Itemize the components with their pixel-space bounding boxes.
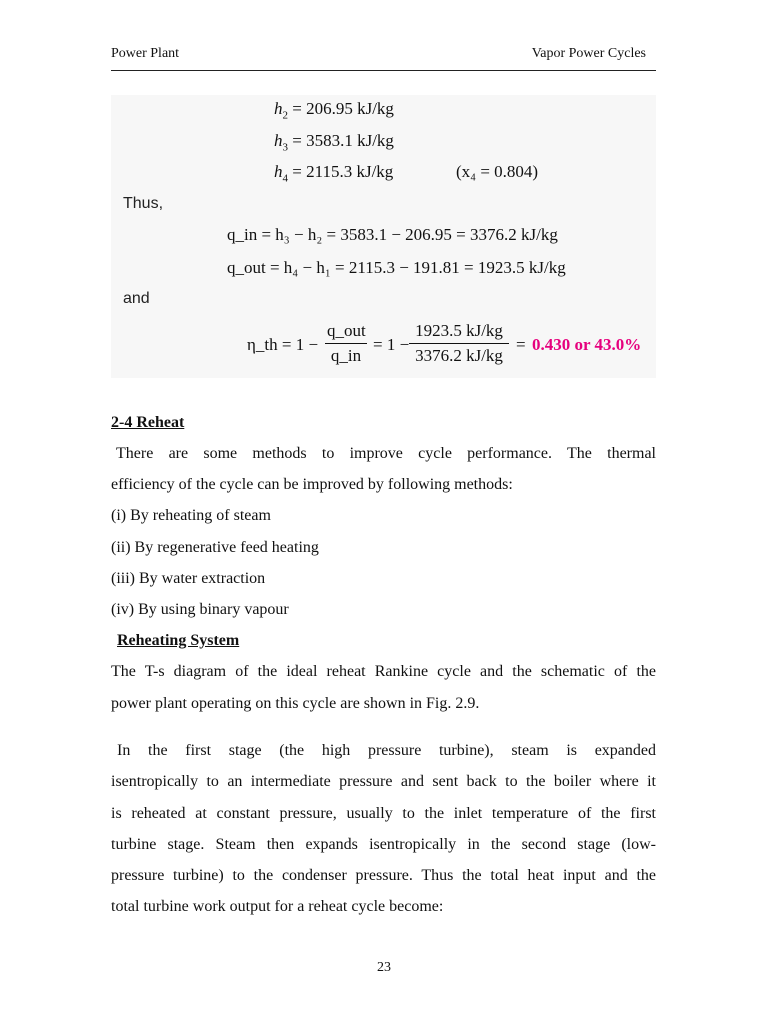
- page-number: 23: [377, 960, 391, 975]
- list-item: (ii) By regenerative feed heating: [111, 539, 319, 556]
- running-header: [111, 46, 646, 66]
- header-left-title: Power Plant: [111, 46, 180, 61]
- list-item: (iii) By water extraction: [111, 570, 266, 587]
- paragraph-line: power plant operating on this cycle are shown in Fig. 2.9.: [111, 695, 480, 712]
- eq-h3: $h_3 = 3583.1$ kJ/kg: [274, 131, 394, 154]
- eq-result: 0.430 or 43.0%: [532, 335, 642, 354]
- eq-qin: q_in = h₃ − h₂ = 3583.1 − 206.95 = 3376.2 kJ/kg: [227, 225, 558, 244]
- header-divider: [111, 70, 656, 71]
- paragraph-line: pressure turbine) to the condenser pressure. Thus the total heat input and the: [111, 867, 656, 884]
- eq-end: =: [516, 335, 526, 354]
- paragraph-line: is reheated at constant pressure, usually to the inlet temperature of the first: [111, 805, 656, 822]
- label-and: and: [123, 290, 150, 307]
- eq-x4: (x₄ = 0.804): [456, 162, 539, 181]
- eq-mid: = 1 −: [373, 335, 410, 354]
- paragraph-line: efficiency of the cycle can be improved by following methods:: [111, 476, 513, 493]
- fraction-qout-over-qin: [325, 321, 367, 366]
- eq-qout: q_out = h₄ − h₁ = 2115.3 − 191.81 = 1923.5 kJ/kg: [227, 258, 566, 277]
- label-thus: Thus,: [123, 195, 164, 212]
- fraction-values: [409, 321, 509, 366]
- fraction-numerator: 1923.5 kJ/kg: [409, 321, 509, 344]
- eq-h2: $h_2 = 206.95$ kJ/kg: [274, 99, 394, 122]
- eq-h4: $h_4 = 2115.3$ kJ/kg: [274, 162, 394, 185]
- paragraph-line: The T-s diagram of the ideal reheat Rankine cycle and the schematic of the: [111, 663, 656, 680]
- header-right-title: Vapor Power Cycles: [531, 46, 646, 61]
- eq-eta-lhs: η_th = 1 −: [247, 335, 319, 354]
- paragraph-line: total turbine work output for a reheat cycle become:: [111, 898, 444, 915]
- paragraph-line: isentropically to an intermediate pressure and sent back to the boiler where it: [111, 773, 656, 790]
- section-title: 2-4 Reheat: [111, 414, 185, 431]
- fraction-denominator: 3376.2 kJ/kg: [415, 346, 503, 365]
- list-item: (i) By reheating of steam: [111, 507, 271, 524]
- paragraph-line: There are some methods to improve cycle performance. The thermal: [116, 445, 656, 462]
- paragraph-line: In the first stage (the high pressure turbine), steam is expanded: [117, 742, 656, 759]
- list-item: (iv) By using binary vapour: [111, 601, 289, 618]
- fraction-numerator: q_out: [325, 321, 367, 344]
- paragraph-line: turbine stage. Steam then expands isentropically in the second stage (low-: [111, 836, 656, 853]
- fraction-denominator: q_in: [330, 346, 362, 365]
- subsection-title: Reheating System: [117, 632, 240, 649]
- equation-figure: [111, 95, 656, 378]
